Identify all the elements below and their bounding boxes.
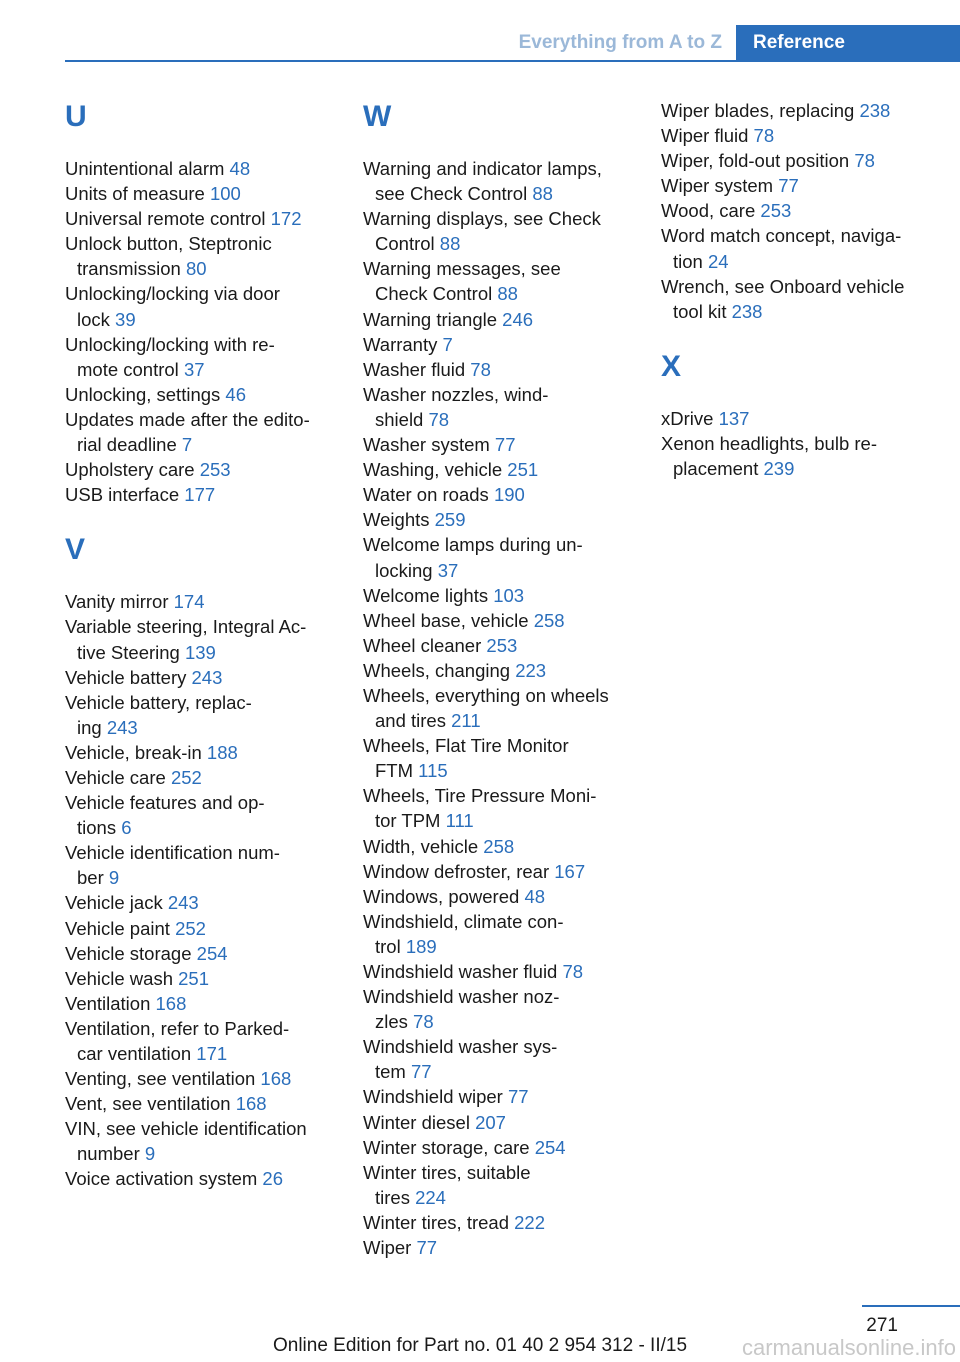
index-entry bbox=[363, 658, 648, 683]
index-entry-text: Unlocking/locking with re- mote control bbox=[65, 333, 275, 380]
index-page-link[interactable]: 253 bbox=[760, 200, 792, 222]
index-entry-text: Wheel cleaner bbox=[363, 634, 487, 656]
index-page-link[interactable]: 46 bbox=[225, 383, 246, 405]
index-entry bbox=[363, 959, 648, 984]
index-entry-text: Vehicle jack bbox=[65, 892, 168, 914]
index-entry-text: Windshield wiper bbox=[363, 1086, 508, 1108]
index-column-3 bbox=[661, 98, 946, 481]
index-page-link[interactable]: 77 bbox=[507, 1086, 529, 1108]
index-entry bbox=[363, 1084, 648, 1109]
index-letter-heading: V bbox=[65, 533, 86, 567]
index-entry-text: Universal remote control bbox=[65, 208, 271, 230]
index-page-link[interactable]: 139 bbox=[184, 641, 216, 663]
index-page-link[interactable]: 78 bbox=[470, 358, 491, 380]
index-page-link[interactable]: 88 bbox=[439, 233, 461, 255]
section-gap bbox=[661, 324, 946, 348]
index-page-link[interactable]: 37 bbox=[437, 559, 459, 581]
index-letter-heading: X bbox=[661, 349, 682, 383]
index-entry-text: Wiper, fold-out position bbox=[661, 150, 855, 172]
index-entry bbox=[65, 690, 350, 740]
index-page-link[interactable]: 224 bbox=[415, 1186, 446, 1208]
index-page-link[interactable]: 77 bbox=[410, 1061, 432, 1083]
index-entry-text: Unlocking/locking via door lock bbox=[65, 283, 280, 330]
index-entry-text: Vehicle, break-in bbox=[65, 741, 207, 763]
index-entry-text: Vent, see ventilation bbox=[65, 1093, 236, 1115]
index-entry bbox=[363, 583, 648, 608]
index-entry bbox=[363, 834, 648, 859]
index-entry bbox=[65, 765, 350, 790]
index-entry bbox=[661, 173, 946, 198]
index-entry-text: Windows, powered bbox=[363, 885, 525, 907]
index-page-link[interactable]: 7 bbox=[181, 434, 193, 456]
index-entry bbox=[363, 206, 648, 256]
index-entry bbox=[65, 1016, 350, 1066]
index-entry bbox=[65, 1066, 350, 1091]
index-entry bbox=[363, 307, 648, 332]
index-entry-text: VIN, see vehicle identification number bbox=[65, 1118, 307, 1165]
index-page-link[interactable]: 100 bbox=[209, 183, 241, 205]
index-entry-text: Warranty bbox=[363, 333, 443, 355]
index-page-link[interactable]: 88 bbox=[532, 183, 553, 205]
index-entry bbox=[65, 966, 350, 991]
index-entry bbox=[363, 432, 648, 457]
index-entry bbox=[65, 916, 350, 941]
index-page-link[interactable]: 78 bbox=[562, 961, 584, 982]
index-page-link[interactable]: 243 bbox=[191, 666, 223, 688]
index-entry bbox=[363, 457, 648, 482]
index-entry-text: Windshield washer sys- tem bbox=[363, 1036, 558, 1083]
index-entry-text: USB interface bbox=[65, 484, 185, 506]
index-entry-text: Windshield washer fluid bbox=[363, 961, 563, 982]
index-entry-text: Xenon headlights, bulb re- placement bbox=[661, 432, 877, 480]
index-entry-text: Venting, see ventilation bbox=[65, 1068, 261, 1090]
index-entry bbox=[65, 665, 350, 690]
index-page-link[interactable]: 190 bbox=[493, 484, 525, 506]
index-entry bbox=[363, 507, 648, 532]
index-entry-text: Wheels, Tire Pressure Moni- tor TPM bbox=[363, 785, 597, 832]
index-entry-text: Vehicle features and op- tions bbox=[65, 792, 265, 839]
index-entry-text: Wheels, everything on wheels and tires bbox=[363, 684, 609, 732]
index-page-link[interactable]: 9 bbox=[108, 867, 120, 889]
index-page-link[interactable]: 174 bbox=[173, 591, 205, 613]
index-entry-text: Upholstery care bbox=[65, 459, 200, 481]
index-entry bbox=[65, 740, 350, 765]
index-page-link[interactable]: 238 bbox=[731, 300, 763, 322]
index-entry-text: Vanity mirror bbox=[65, 591, 174, 613]
index-entry-text: Word match concept, naviga- tion bbox=[661, 225, 902, 272]
index-page-link[interactable]: 188 bbox=[206, 741, 238, 763]
index-entry-text: Washing, vehicle bbox=[363, 459, 508, 481]
index-entry bbox=[65, 382, 350, 407]
index-page-link[interactable]: 111 bbox=[445, 810, 474, 832]
index-page-link[interactable]: 172 bbox=[270, 208, 302, 230]
index-entry-text: Warning messages, see Check Control bbox=[363, 258, 561, 305]
index-entry bbox=[65, 1116, 350, 1166]
index-page-link[interactable]: 6 bbox=[121, 817, 132, 839]
index-entry-text: Winter tires, tread bbox=[363, 1211, 515, 1233]
index-entry-text: Unintentional alarm bbox=[65, 158, 230, 179]
index-entry bbox=[363, 783, 648, 833]
index-page-link[interactable]: 78 bbox=[428, 408, 450, 430]
index-entry-text: Wrench, see Onboard vehicle tool kit bbox=[661, 275, 905, 322]
index-page-link[interactable]: 48 bbox=[229, 158, 251, 179]
index-page-link[interactable]: 7 bbox=[442, 333, 453, 355]
index-page-link[interactable]: 37 bbox=[183, 358, 205, 380]
index-page-link[interactable]: 168 bbox=[235, 1093, 267, 1115]
index-page-link[interactable]: 252 bbox=[170, 766, 202, 788]
index-entry-text: Wheels, changing bbox=[363, 659, 516, 681]
index-entry bbox=[65, 890, 350, 915]
index-entry bbox=[65, 840, 350, 890]
page-number: 271 bbox=[866, 1315, 898, 1336]
index-entry-text: Washer system bbox=[363, 434, 495, 456]
index-entry bbox=[661, 223, 946, 273]
index-entry bbox=[661, 431, 946, 481]
index-page-link[interactable]: 171 bbox=[196, 1043, 228, 1064]
index-entry bbox=[65, 332, 350, 382]
index-page-link[interactable]: 253 bbox=[486, 634, 518, 656]
index-entry bbox=[65, 156, 350, 181]
index-entry bbox=[65, 1166, 350, 1191]
index-entry-text: Units of measure bbox=[65, 183, 210, 205]
index-entry bbox=[363, 156, 648, 206]
index-page-link[interactable]: 254 bbox=[196, 942, 228, 964]
index-page-link[interactable]: 258 bbox=[483, 835, 515, 857]
index-page-link[interactable]: 167 bbox=[554, 860, 586, 882]
index-page-link[interactable]: 211 bbox=[451, 710, 481, 732]
index-entry-text: Wiper blades, replacing bbox=[661, 100, 860, 121]
index-page-link[interactable]: 223 bbox=[515, 659, 547, 681]
header-section-title: Everything from A to Z bbox=[518, 32, 722, 53]
index-entry bbox=[363, 1135, 648, 1160]
index-page-link[interactable]: 253 bbox=[199, 459, 231, 481]
index-entry bbox=[363, 608, 648, 633]
index-entry bbox=[363, 984, 648, 1034]
index-page-link[interactable]: 238 bbox=[859, 100, 891, 121]
index-page-link[interactable]: 168 bbox=[260, 1068, 292, 1090]
index-entry bbox=[661, 198, 946, 223]
index-entry-text: Winter tires, suitable tires bbox=[363, 1161, 531, 1208]
index-entry bbox=[363, 859, 648, 884]
index-entry-text: Ventilation, refer to Parked- car ventilation bbox=[65, 1017, 290, 1064]
index-column-2 bbox=[363, 98, 648, 1260]
index-page-link[interactable]: 77 bbox=[416, 1237, 438, 1259]
index-entry bbox=[363, 733, 648, 783]
index-entry-text: Variable steering, Integral Ac- tive Steering bbox=[65, 616, 307, 663]
index-entry-text: xDrive bbox=[661, 407, 719, 429]
index-page-link[interactable]: 254 bbox=[534, 1136, 566, 1158]
index-entry-text: Washer fluid bbox=[363, 358, 471, 380]
index-entry bbox=[363, 633, 648, 658]
index-entry bbox=[65, 614, 350, 664]
index-page-link[interactable]: 137 bbox=[718, 407, 750, 429]
section-gap bbox=[65, 507, 350, 531]
index-page-link[interactable]: 9 bbox=[144, 1143, 156, 1165]
watermark: carmanualsonline.info bbox=[741, 1335, 956, 1360]
index-entry-text: Wiper fluid bbox=[661, 125, 754, 147]
index-page-link[interactable]: 39 bbox=[115, 308, 136, 330]
header-reference-tab: Reference bbox=[736, 25, 960, 61]
index-entry bbox=[363, 1034, 648, 1084]
index-page-link[interactable]: 78 bbox=[854, 150, 875, 172]
index-entry bbox=[661, 148, 946, 173]
index-column-1 bbox=[65, 98, 350, 1192]
index-page-link[interactable]: 115 bbox=[418, 760, 448, 782]
index-page-link[interactable]: 24 bbox=[707, 250, 729, 272]
index-entry bbox=[65, 181, 350, 206]
index-entry bbox=[363, 1160, 648, 1210]
index-page-link[interactable]: 168 bbox=[155, 992, 187, 1014]
index-entry-text: Wheel base, vehicle bbox=[363, 609, 534, 631]
index-entry-text: Wiper bbox=[363, 1237, 417, 1259]
index-page-link[interactable]: 258 bbox=[533, 609, 565, 631]
index-entry-text: Updates made after the edito- rial deadline bbox=[65, 408, 310, 456]
index-page-link[interactable]: 222 bbox=[514, 1211, 546, 1233]
index-entry-text: Wood, care bbox=[661, 200, 761, 222]
index-page-link[interactable]: 259 bbox=[434, 509, 466, 531]
index-entry bbox=[65, 790, 350, 840]
index-entry-text: Ventilation bbox=[65, 992, 156, 1014]
index-entry bbox=[661, 406, 946, 431]
index-page-link[interactable]: 251 bbox=[178, 967, 209, 989]
index-entry bbox=[363, 482, 648, 507]
index-page-link[interactable]: 26 bbox=[262, 1168, 283, 1190]
index-page-link[interactable]: 77 bbox=[494, 434, 516, 456]
index-entry bbox=[363, 909, 648, 959]
index-page-link[interactable]: 88 bbox=[497, 283, 518, 305]
index-entry bbox=[363, 532, 648, 582]
index-entry-text: Winter diesel bbox=[363, 1111, 476, 1133]
index-entry bbox=[65, 407, 350, 457]
index-entry-text: Unlocking, settings bbox=[65, 383, 226, 405]
index-entry bbox=[363, 1110, 648, 1135]
edition-footer: Online Edition for Part no. 01 40 2 954 312 - II/15 bbox=[272, 1335, 688, 1356]
index-entry-text: Vehicle identification num- ber bbox=[65, 842, 280, 889]
index-page-link[interactable]: 80 bbox=[185, 258, 207, 280]
index-page-link[interactable]: 243 bbox=[106, 716, 138, 738]
index-entry-text: Wiper system bbox=[661, 175, 779, 197]
index-page-link[interactable]: 246 bbox=[502, 308, 534, 330]
index-page-link[interactable]: 103 bbox=[493, 584, 525, 606]
index-entry-text: Warning and indicator lamps, see Check Control bbox=[363, 158, 602, 205]
index-page-link[interactable]: 177 bbox=[184, 484, 216, 506]
index-entry bbox=[661, 123, 946, 148]
index-entry-text: Welcome lights bbox=[363, 584, 494, 606]
index-entry bbox=[363, 357, 648, 382]
index-entry bbox=[65, 281, 350, 331]
index-entry bbox=[65, 231, 350, 281]
index-entry bbox=[661, 274, 946, 324]
index-page-link[interactable]: 239 bbox=[763, 458, 795, 480]
index-entry-text: Windshield washer noz- zles bbox=[363, 986, 560, 1033]
index-entry bbox=[65, 991, 350, 1016]
index-entry bbox=[65, 1091, 350, 1116]
index-entry-text: Width, vehicle bbox=[363, 835, 484, 857]
index-entry bbox=[363, 382, 648, 432]
index-entry-text: Water on roads bbox=[363, 484, 494, 506]
index-entry-text: Vehicle care bbox=[65, 766, 171, 788]
index-entry bbox=[363, 1210, 648, 1235]
index-letter-heading: W bbox=[363, 100, 392, 133]
index-entry-text: Vehicle storage bbox=[65, 942, 197, 964]
index-page-link[interactable]: 252 bbox=[175, 917, 206, 939]
index-page-link[interactable]: 207 bbox=[475, 1111, 506, 1133]
index-entry bbox=[65, 482, 350, 507]
index-entry bbox=[363, 256, 648, 306]
index-entry-text: Welcome lamps during un- locking bbox=[363, 534, 583, 581]
index-letter-heading: U bbox=[65, 100, 87, 133]
footer-rule bbox=[862, 1305, 960, 1307]
index-entry bbox=[363, 332, 648, 357]
index-entry bbox=[65, 589, 350, 614]
index-entry-text: Voice activation system bbox=[65, 1168, 263, 1190]
index-entry-text: Windshield, climate con- trol bbox=[363, 910, 564, 957]
index-entry bbox=[661, 98, 946, 123]
index-entry-text: Wheels, Flat Tire Monitor FTM bbox=[363, 735, 569, 782]
index-entry-text: Washer nozzles, wind- shield bbox=[363, 383, 549, 430]
index-page-link[interactable]: 251 bbox=[507, 459, 539, 481]
index-entry-text: Warning triangle bbox=[363, 308, 503, 330]
index-entry-text: Vehicle battery, replac- ing bbox=[65, 691, 252, 738]
index-page-link[interactable]: 78 bbox=[753, 125, 775, 147]
index-entry-text: Vehicle wash bbox=[65, 967, 179, 989]
index-entry-text: Unlock button, Steptronic transmission bbox=[65, 233, 272, 280]
index-page-link[interactable]: 78 bbox=[413, 1011, 434, 1033]
index-entry bbox=[363, 683, 648, 733]
index-entry-text: Warning displays, see Check Control bbox=[363, 208, 601, 255]
index-entry bbox=[65, 206, 350, 231]
index-entry-text: Window defroster, rear bbox=[363, 860, 555, 882]
index-entry-text: Vehicle battery bbox=[65, 666, 192, 688]
index-page-link[interactable]: 189 bbox=[405, 935, 437, 957]
index-entry bbox=[363, 1235, 648, 1260]
index-entry-text: Winter storage, care bbox=[363, 1136, 535, 1158]
index-entry bbox=[65, 941, 350, 966]
index-entry bbox=[363, 884, 648, 909]
index-page-link[interactable]: 243 bbox=[167, 892, 199, 914]
index-page-link[interactable]: 48 bbox=[524, 885, 546, 907]
index-entry bbox=[65, 457, 350, 482]
index-entry-text: Vehicle paint bbox=[65, 917, 176, 939]
index-page-link[interactable]: 77 bbox=[778, 175, 799, 197]
index-entry-text: Weights bbox=[363, 509, 435, 531]
